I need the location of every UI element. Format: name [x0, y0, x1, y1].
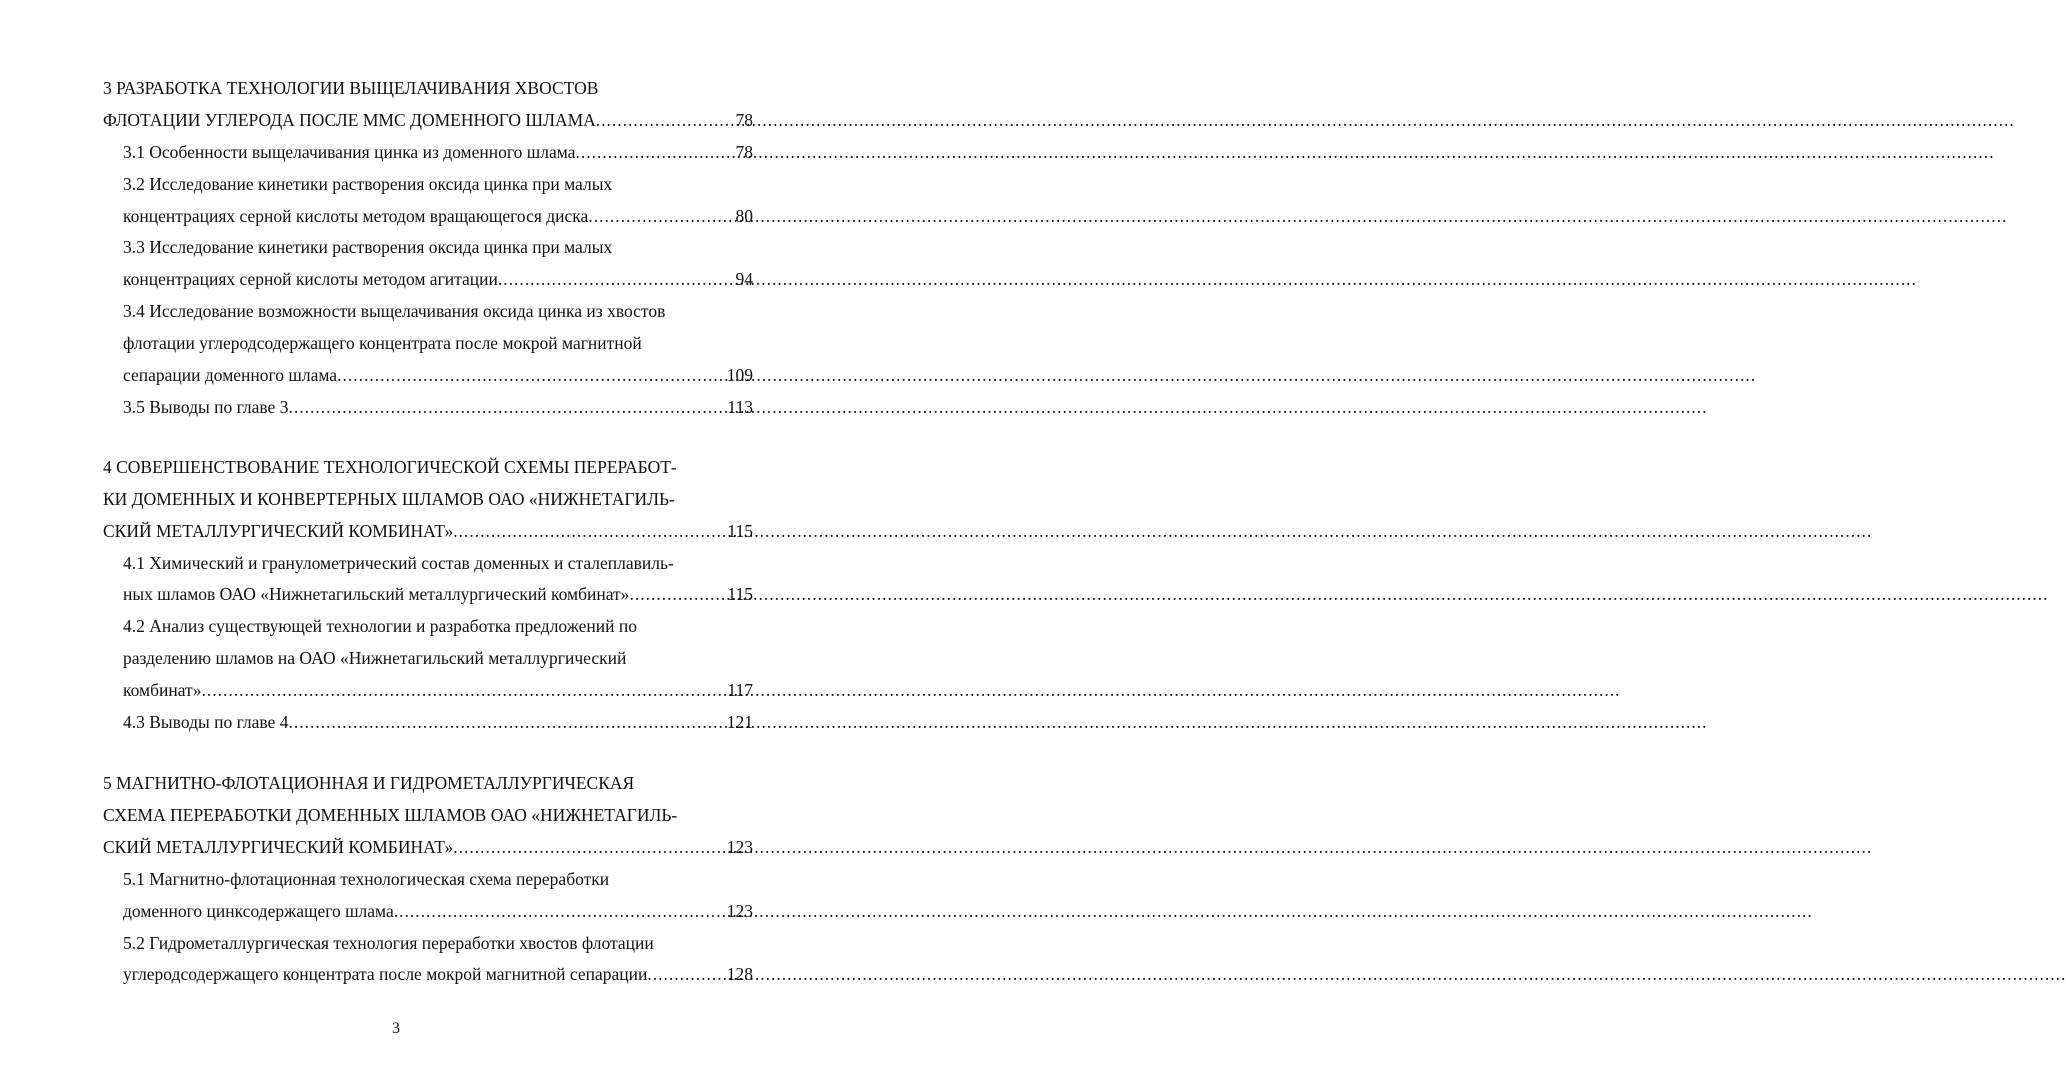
dot-leader — [647, 958, 724, 990]
section-3-3-page: 94 — [735, 269, 753, 289]
chapter-4-page: 115 — [727, 521, 753, 541]
dot-leader — [394, 895, 725, 927]
section-5-1-line-1: 5.1 Магнитно-флотационная технологическая схема переработки — [123, 869, 610, 889]
dot-leader — [629, 578, 725, 610]
section-4-3: 4.3 Выводы по главе 4 ..... 121 — [123, 706, 753, 738]
section-4-2-line-1: 4.2 Анализ существующей технологии и разработка предложений по — [123, 616, 637, 636]
section-3-4-line-3: сепарации доменного шлама ..... 109 — [123, 359, 753, 391]
section-4-1-line-1: 4.1 Химический и гранулометрический состав доменных и сталеплавиль- — [123, 553, 674, 573]
chapter-5-page: 123 — [726, 837, 753, 857]
section-3-1-page: 78 — [735, 142, 753, 162]
dot-leader — [596, 104, 734, 136]
dot-leader — [453, 831, 725, 863]
section-3-5: 3.5 Выводы по главе 3 ..... 113 — [123, 391, 753, 423]
section-4-1-page: 115 — [727, 584, 753, 604]
dot-leader — [575, 136, 733, 168]
section-4-2-line-3: комбинат» ..... 117 — [123, 674, 753, 706]
chapter-3-page: 78 — [735, 110, 753, 130]
section-3-1: 3.1 Особенности выщелачивания цинка из доменного шлама ..... 78 — [123, 136, 753, 168]
section-3-4-line-1: 3.4 Исследование возможности выщелачивания оксида цинка из хвостов — [123, 301, 666, 321]
section-3-2-line-1: 3.2 Исследование кинетики растворения оксида цинка при малых — [123, 174, 613, 194]
chapter-5-title-line-1: 5 МАГНИТНО-ФЛОТАЦИОННАЯ И ГИДРОМЕТАЛЛУРГИЧЕСКАЯ — [103, 773, 635, 793]
dot-leader — [588, 200, 733, 232]
section-5-2-line-1: 5.2 Гидрометаллургическая технология переработки хвостов флотации — [123, 933, 654, 953]
section-4-3-page: 121 — [726, 712, 753, 732]
section-3-3-line-2: концентрациях серной кислоты методом агитации ..... 94 — [123, 263, 753, 295]
dot-leader — [337, 359, 725, 391]
section-4-1-line-2: ных шламов ОАО «Нижнетагильский металлургический комбинат» ..... 115 — [123, 578, 753, 610]
chapter-3-title-line-1: 3 РАЗРАБОТКА ТЕХНОЛОГИИ ВЫЩЕЛАЧИВАНИЯ ХВОСТОВ — [103, 78, 599, 98]
section-5-2-page: 128 — [726, 964, 753, 984]
document-page — [0, 0, 792, 1068]
chapter-4-title-line-3: СКИЙ МЕТАЛЛУРГИЧЕСКИЙ КОМБИНАТ» ..... 115 — [103, 515, 753, 547]
section-4-2-line-2: разделению шламов на ОАО «Нижнетагильский металлургический — [123, 648, 627, 668]
chapter-5-title-line-2: СХЕМА ПЕРЕРАБОТКИ ДОМЕННЫХ ШЛАМОВ ОАО «НИЖНЕТАГИЛЬ- — [103, 805, 678, 825]
dot-leader — [453, 515, 725, 547]
section-3-5-page: 113 — [727, 397, 753, 417]
dot-leader — [498, 263, 734, 295]
section-3-4-line-2: флотации углеродсодержащего концентрата после мокрой магнитной — [123, 333, 642, 353]
dot-leader — [201, 674, 725, 706]
section-4-2-page: 117 — [727, 680, 753, 700]
chapter-4-title-line-2: КИ ДОМЕННЫХ И КОНВЕРТЕРНЫХ ШЛАМОВ ОАО «НИЖНЕТАГИЛЬ- — [103, 489, 675, 509]
page-number: 3 — [392, 1020, 400, 1037]
section-3-2-page: 80 — [735, 206, 753, 226]
chapter-5-title-line-3: СКИЙ МЕТАЛЛУРГИЧЕСКИЙ КОМБИНАТ» ..... 123 — [103, 831, 753, 863]
section-3-4-page: 109 — [726, 365, 753, 385]
section-3-2-line-2: концентрациях серной кислоты методом вращающегося диска ..... 80 — [123, 200, 753, 232]
section-5-2-line-2: углеродсодержащего концентрата после мокрой магнитной сепарации ..... 128 — [123, 958, 753, 990]
chapter-4-title-line-1: 4 СОВЕРШЕНСТВОВАНИЕ ТЕХНОЛОГИЧЕСКОЙ СХЕМЫ ПЕРЕРАБОТ- — [103, 457, 677, 477]
dot-leader — [288, 391, 725, 423]
chapter-3-title-line-2: ФЛОТАЦИИ УГЛЕРОДА ПОСЛЕ ММС ДОМЕННОГО ШЛАМА ..... 78 — [103, 104, 753, 136]
dot-leader — [288, 706, 724, 738]
section-3-3-line-1: 3.3 Исследование кинетики растворения оксида цинка при малых — [123, 237, 613, 257]
section-5-1-line-2: доменного цинксодержащего шлама ..... 123 — [123, 895, 753, 927]
section-5-1-page: 123 — [726, 901, 753, 921]
